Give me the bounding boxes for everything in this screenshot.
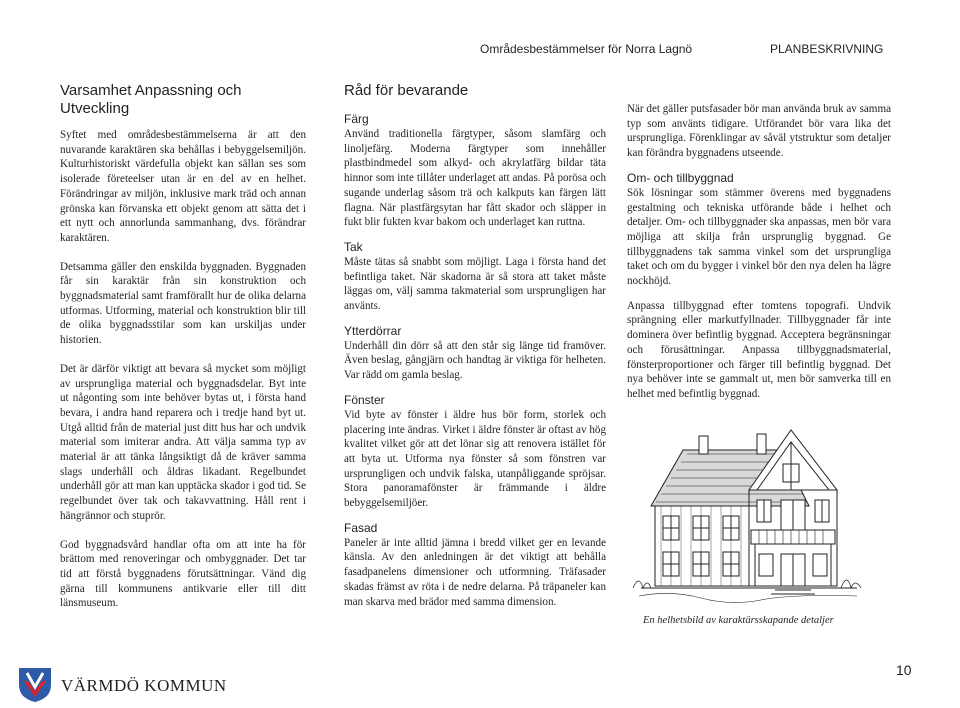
column-middle (344, 82, 606, 619)
header-section-label: PLANBESKRIVNING (770, 42, 884, 56)
subheading-tak: Tak (344, 239, 363, 254)
header-title: Områdesbestämmelser för Norra Lagnö (480, 42, 693, 56)
paragraph: Underhåll din dörr så att den står sig länge tid framöver. Även beslag, gångjärn och handtag är viktiga för helheten. Var rädd om gamla beslag. (344, 339, 606, 382)
paragraph: God byggnadsvård handlar ofta om att inte ha för brättom med renoveringar och ombyggnader. Det tar tid att förstå byggnadens förutsättningar. Vänd dig gärna till kommunens antikvarie eller till ditt länsmuseum. (60, 538, 306, 610)
varmdo-coat-of-arms-icon (18, 667, 52, 703)
subheading-fonster: Fönster (344, 392, 385, 407)
subheading-om-och-tillbyggnad: Om- och tillbyggnad (627, 170, 734, 185)
paragraph: När det gäller putsfasader bör man använda bruk av samma typ som använts tidigare. Utförandet bör vara lika det ursprungliga. Förenklingar av såväl ytstruktur som detaljer kan förändra byggnadens utseende. (627, 103, 891, 160)
brand-name: VÄRMDÖ KOMMUN (61, 676, 227, 695)
house-illustration (631, 420, 867, 618)
section-heading: Varsamhet Anpassning och Utveckling (60, 82, 242, 117)
paragraph: Sök lösningar som stämmer överens med byggnadens gestaltning och tekniska utförande både i helhet och detaljer. Om- och tillbyggnader ska anpassas, men bör vara möjliga att skilja från ursprunglig byggnad. Ge tillbyggnadens tak samma vinkel som det ursprungliga taket och om du bygger i vinkel bör den nya delen ha lägre nockhöjd. (627, 186, 891, 288)
subheading-ytterdorrar: Ytterdörrar (344, 323, 402, 338)
page-number: 10 (896, 662, 912, 678)
column-right (627, 102, 891, 412)
paragraph: Anpassa tillbyggnad efter tomtens topografi. Undvik sprängning eller markutfyllnader. Tillbyggnader får inte dominera över befintlig byggnad. Acceptera begränsningar och förusättningar. Anpassa tillbyggnadsmaterial, fönsterproportioner och färger till befintlig byggnad. Det nya behöver inte se gammalt ut, men bör samverka till en helhet med befintlig byggnad. (627, 299, 891, 400)
figure-caption: En helhetsbild av karaktärsskapande detaljer (643, 615, 834, 626)
paragraph: Paneler är inte alltid jämna i bredd vilket ger en levande känsla. Av den anledningen är det viktigt att behålla fasadpanelens dimensioner och utformning. Träfasader skadas främst av röta i de nedre delarna. På träpaneler kan man skarva med brädor med samma dimension. (344, 536, 606, 608)
paragraph: Det är därför viktigt att bevara så mycket som möjligt av ursprungliga material och byggnadsdelar. Byt inte ut någonting som inte behöver bytas ut, i första hand bevara, i andra hand reparera och i tredje hand byt ut. Utgå alltid från de material just ditt hus har och undvik material som imiterar andra. Att välja samma typ av material är att tänka långsiktigt då de kräver samma slags underhåll och åldras likadant. Regelbundet underhåll gör att man kan upptäcka skador i god tid. Se regelbundet över tak och takavvattning. Håll rent i hängrännor och stuprör. (60, 362, 306, 522)
paragraph: Detsamma gäller den enskilda byggnaden. Byggnaden får sin karaktär från sin konstruktion och byggnadsmaterial samt framförallt hur de olika delarna utformas. Utforming, material och konstruktion blir till de olika byggnadsstilar som kan urskiljas under historien. (60, 260, 306, 347)
paragraph: Måste tätas så snabbt som möjligt. Laga i första hand det befintliga taket. När skadorna är så stora att taket måste läggas om, välj samma takmaterial som ursprungligen har använts. (344, 255, 606, 313)
paragraph: Vid byte av fönster i äldre hus bör form, storlek och placering inte ändras. Virket i äldre fönster är oftast av hög kvalitet vilket gör att det lönar sig att renovera istället för att byta ut. Utforma nya fönster så som fönstren var ursprungligen och undvik falska, utanpåliggande spröjsar. Stora panoramafönster är främmande i äldre bebyggelsemiljöer. (344, 408, 606, 510)
section-heading: Råd för bevarande (344, 82, 469, 99)
column-left (60, 82, 306, 625)
paragraph: Använd traditionella färgtyper, såsom slamfärg och linoljefärg. Moderna färgtyper som innehåller plastbindmedel som alkyd- och akrylatfärg bildar täta hinnor som inte tillåter underlaget att andas. På porösa och sugande underlag såsom trä och kalkputs kan färgen lätt flagna. När plastfärgsytan har fått skador och släpper in fukt blir fukten kvar bakom och underlaget kan ruttna. (344, 128, 606, 229)
subheading-farg: Färg (344, 112, 369, 126)
paragraph: Syftet med områdesbestämmelserna är att den nuvarande karaktären ska behållas i bebyggelsemiljön. Kulturhistoriskt värdefulla objekt kan sällan ses som isolerade företeelser utan är en del av en helhet. Förändringar av miljön, inklusive mark träd och annan grönska kan förvanska ett objekt genom att sätta det i ett nytt och annorlunda sammanhang, dvs. förändrar karaktären. (60, 129, 306, 244)
subheading-fasad: Fasad (344, 520, 378, 535)
